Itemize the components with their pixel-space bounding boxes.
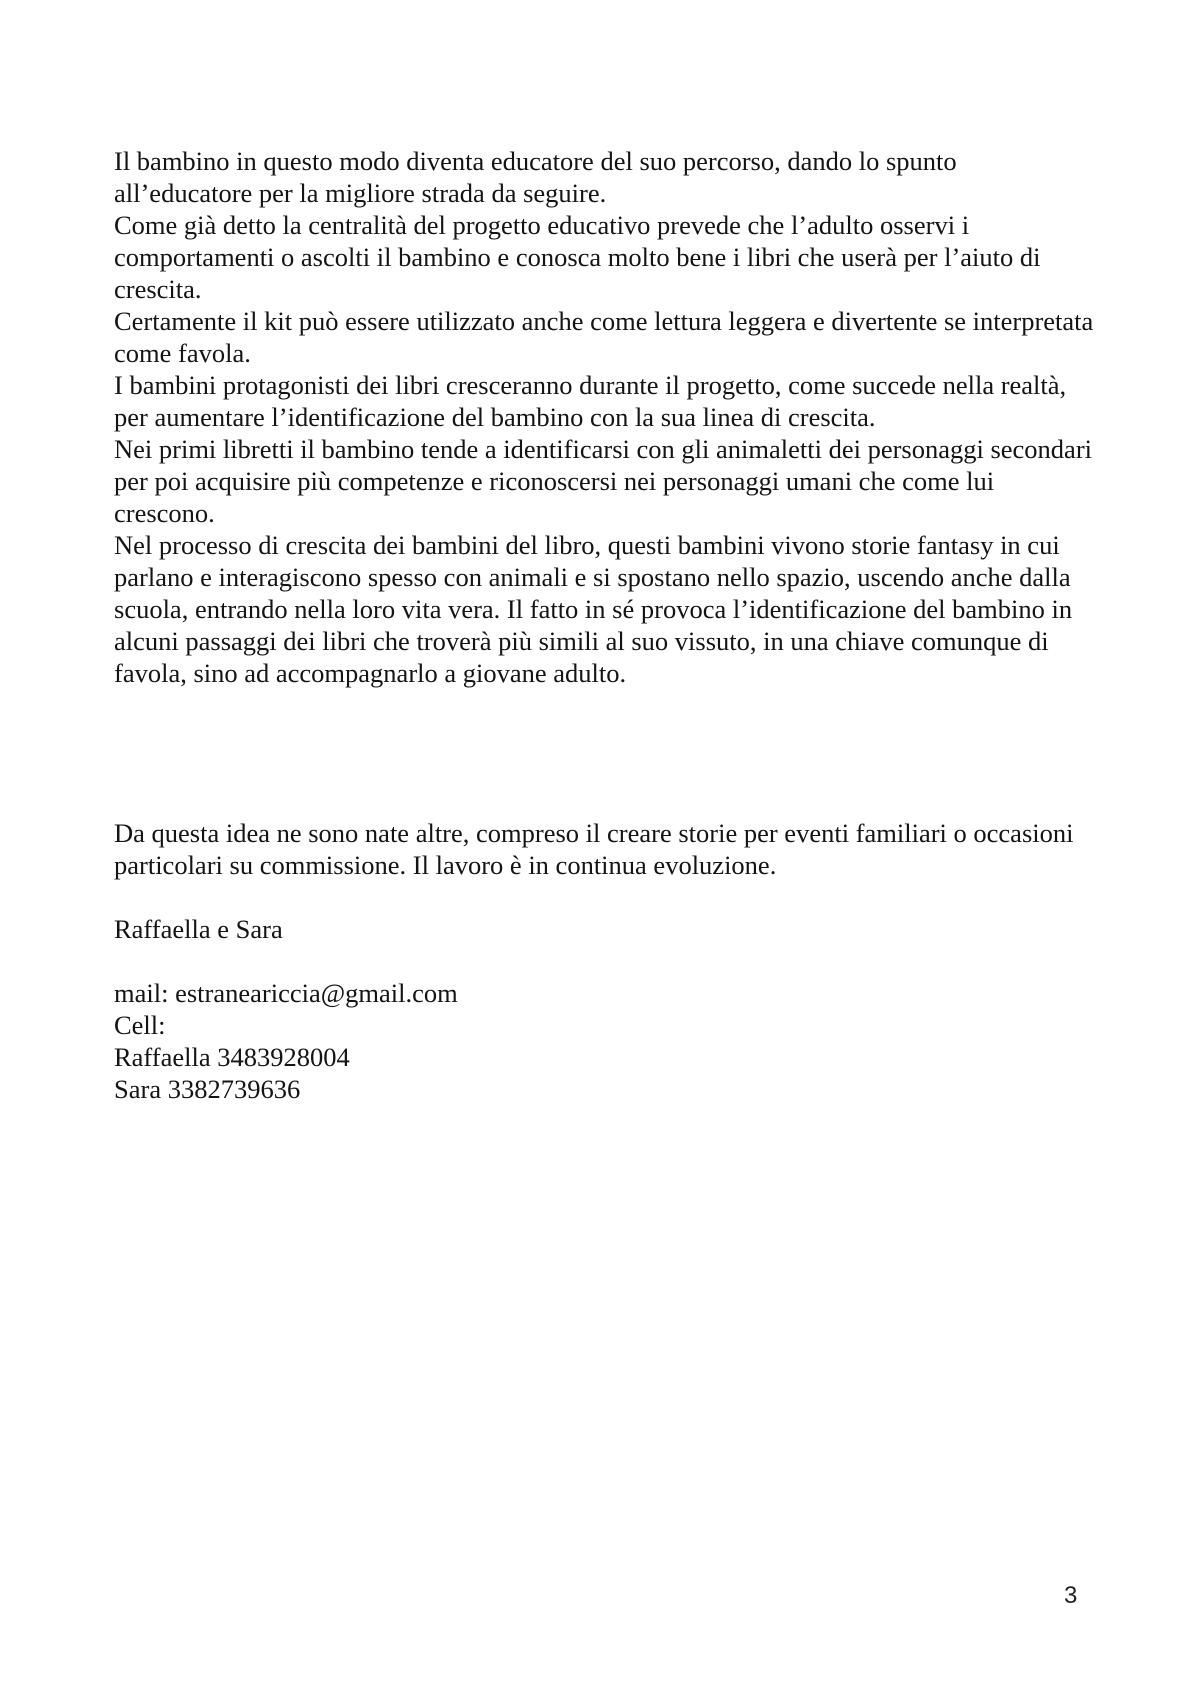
paragraph-processo-crescita: Nel processo di crescita dei bambini del libro, questi bambini vivono storie fantasy in cui parlano e interagiscono spesso con animali e si spostano nello spazio, uscendo anche dalla scuola, entrando nella loro vita vera. Il fatto in sé provoca l’identificazione del bambino in alcuni passaggi dei libri che troverà più simili al suo vissuto, in una chiave comunque di favola, sino ad accompagnarlo a giovane adulto.: [114, 530, 1073, 688]
paragraph-closing: Da questa idea ne sono nate altre, compreso il creare storie per eventi familiari o occasioni particolari su commissione. Il lavoro è in continua evoluzione.: [114, 818, 1074, 880]
contact-raffaella-phone: Raffaella 3483928004: [114, 1042, 350, 1072]
line-spacer: [114, 881, 1094, 913]
paragraph-educatore: Il bambino in questo modo diventa educatore del suo percorso, dando lo spunto all’educatore per la migliore strada da seguire.: [114, 146, 957, 208]
line-spacer: [114, 945, 1094, 977]
signature: Raffaella e Sara: [114, 914, 283, 944]
paragraph-kit: Certamente il kit può essere utilizzato anche come lettura leggera e divertente se interpretata come favola.: [114, 306, 1094, 368]
contact-mail: mail: estraneariccia@gmail.com: [114, 978, 458, 1008]
paragraph-protagonisti: I bambini protagonisti dei libri cresceranno durante il progetto, come succede nella realtà, per aumentare l’identificazione del bambino con la sua linea di crescita.: [114, 370, 1067, 432]
section-spacer: [114, 689, 1094, 817]
contact-sara-phone: Sara 3382739636: [114, 1074, 301, 1104]
document-body: [114, 145, 1094, 1105]
paragraph-primi-libretti: Nei primi libretti il bambino tende a identificarsi con gli animaletti dei personaggi secondari per poi acquisire più competenze e riconoscersi nei personaggi umani che come lui crescono.: [114, 434, 1093, 528]
page-number: 3: [1064, 1582, 1078, 1609]
paragraph-centralita: Come già detto la centralità del progetto educativo prevede che l’adulto osservi i comportamenti o ascolti il bambino e conosca molto bene i libri che userà per l’aiuto di crescita.: [114, 210, 1041, 304]
contact-cell-label: Cell:: [114, 1010, 166, 1040]
